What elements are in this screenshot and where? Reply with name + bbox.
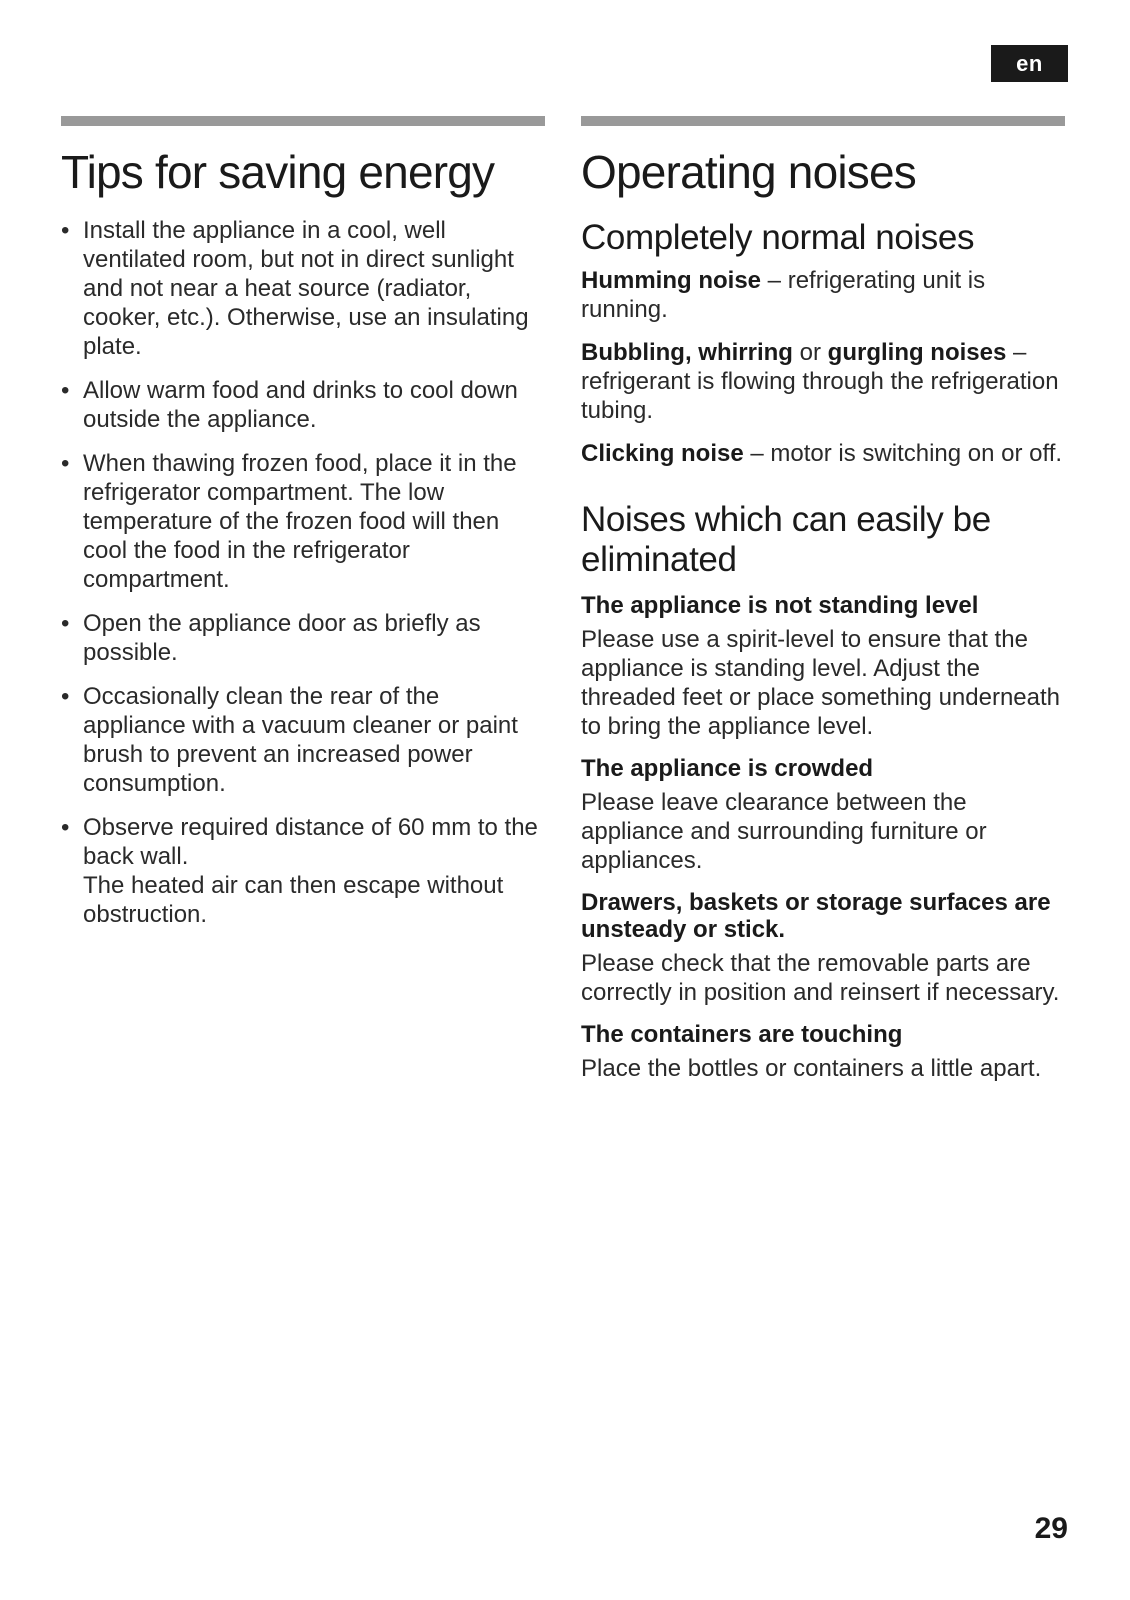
tip-text: • Observe required distance of 60 mm to the back wall. bbox=[83, 814, 538, 870]
fixable-item-title: The appliance is crowded bbox=[581, 755, 874, 782]
normal-noises-heading: Completely normal noises bbox=[581, 218, 975, 257]
fixable-item-text: Place the bottles or containers a little apart. bbox=[581, 1055, 1042, 1082]
fixable-item bbox=[581, 592, 1065, 741]
page-number: 29 bbox=[1034, 1512, 1068, 1545]
humming-noise-entry bbox=[581, 266, 1065, 324]
list-item bbox=[61, 376, 545, 434]
noise-term: Bubbling, whirring bbox=[581, 339, 793, 366]
noise-term: Clicking noise bbox=[581, 440, 744, 467]
fixable-item-title: The appliance is not standing level bbox=[581, 592, 979, 619]
tip-text: • Allow warm food and drinks to cool down outside the appliance. bbox=[83, 377, 518, 433]
conjunction-text: or bbox=[792, 339, 828, 366]
fixable-item bbox=[581, 755, 1065, 875]
clicking-noise-entry bbox=[581, 439, 1065, 468]
fixable-noises-heading: Noises which can easily be eliminated bbox=[581, 500, 991, 579]
section-rule bbox=[581, 116, 1065, 126]
operating-noises-section bbox=[581, 116, 1065, 1083]
list-item bbox=[61, 682, 545, 798]
language-badge: en bbox=[991, 45, 1068, 82]
energy-tips-list bbox=[61, 216, 545, 929]
list-item bbox=[61, 813, 545, 929]
fixable-item bbox=[581, 1021, 1065, 1083]
bubbling-noise-entry bbox=[581, 338, 1065, 425]
energy-tips-section bbox=[61, 116, 545, 944]
fixable-item-text: Please leave clearance between the appliance and surrounding furniture or appliances. bbox=[581, 789, 987, 874]
operating-noises-title: Operating noises bbox=[581, 146, 916, 198]
list-item bbox=[61, 609, 545, 667]
list-item bbox=[61, 216, 545, 361]
fixable-item-text: Please use a spirit-level to ensure that the appliance is standing level. Adjust the threaded feet or place something underneath to bring the appliance level. bbox=[581, 626, 1061, 740]
tip-text: • Install the appliance in a cool, well ventilated room, but not in direct sunlight and not near a heat source (radiator, cooker, etc.). Otherwise, use an insulating plate. bbox=[83, 217, 529, 360]
tip-text: The heated air can then escape without obstruction. bbox=[83, 872, 504, 928]
fixable-item-title: Drawers, baskets or storage surfaces are unsteady or stick. bbox=[581, 889, 1051, 943]
noise-description: – refrigerating unit is running. bbox=[581, 267, 986, 323]
section-rule bbox=[61, 116, 545, 126]
noise-term: Humming noise bbox=[581, 267, 762, 294]
fixable-item-text: Please check that the removable parts are correctly in position and reinsert if necessary. bbox=[581, 950, 1060, 1006]
tip-text: • When thawing frozen food, place it in the refrigerator compartment. The low temperature of the frozen food will then cool the food in the refrigerator compartment. bbox=[83, 450, 517, 593]
fixable-item-title: The containers are touching bbox=[581, 1021, 903, 1048]
list-item bbox=[61, 449, 545, 594]
fixable-item bbox=[581, 889, 1065, 1007]
noise-description: – refrigerant is flowing through the refrigeration tubing. bbox=[581, 339, 1059, 424]
tip-text: • Occasionally clean the rear of the appliance with a vacuum cleaner or paint brush to prevent an increased power consumption. bbox=[83, 683, 518, 797]
noise-description: – motor is switching on or off. bbox=[743, 440, 1063, 467]
tip-text: • Open the appliance door as briefly as possible. bbox=[83, 610, 481, 666]
energy-tips-title: Tips for saving energy bbox=[61, 146, 495, 198]
noise-term: gurgling noises bbox=[827, 339, 1007, 366]
